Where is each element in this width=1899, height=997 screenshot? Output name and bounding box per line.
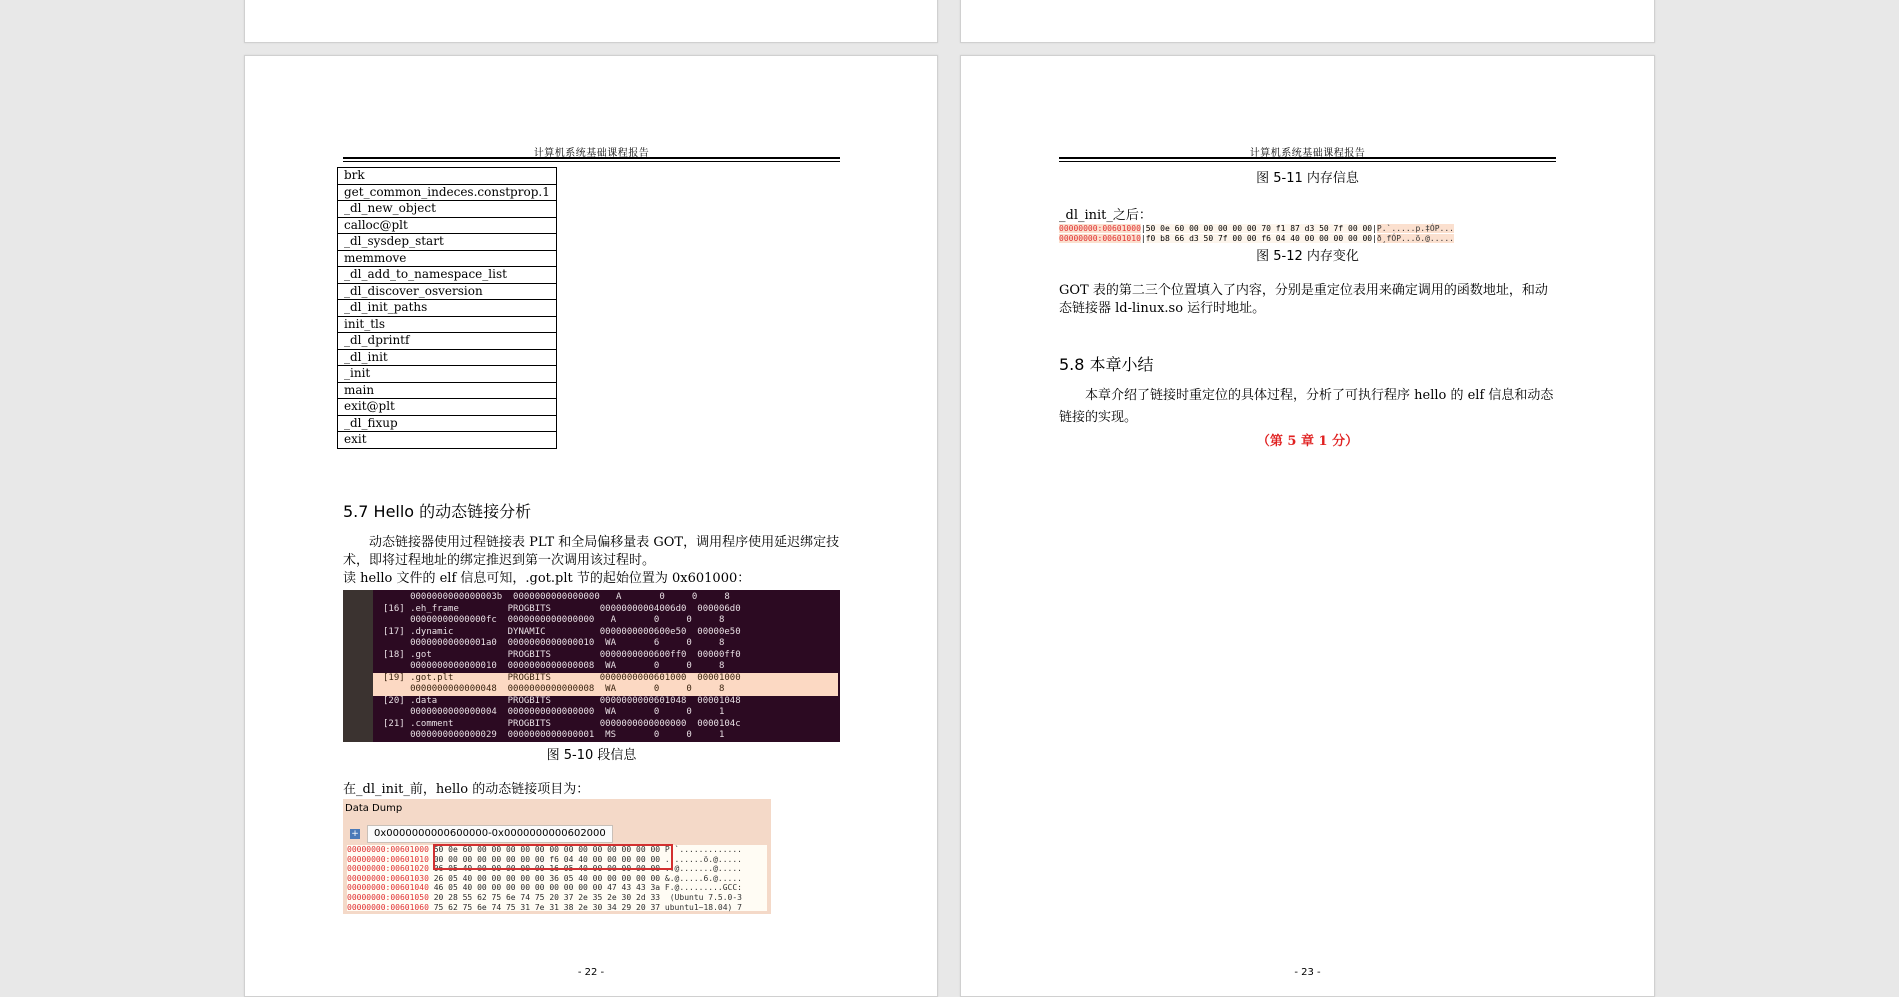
hex-bytes: 00 00 00 00 00 00 00 00 f6 04 40 00 00 00 00 00: [433, 854, 661, 864]
paragraph-plt-got: 动态链接器使用过程链接表 PLT 和全局偏移量表 GOT，调用程序使用延迟绑定技术，即将过程地址的绑定推迟到第一次调用该过程时。: [343, 535, 840, 568]
prev-page-right: [960, 0, 1655, 43]
memory-address: 00000000:00601010: [1059, 234, 1141, 243]
function-name: _dl_init: [338, 349, 557, 366]
memory-bytes: f0 b8 66 d3 50 7f 00 00 f6 04 40 00 00 00 00 00: [1145, 234, 1373, 243]
memory-address: 00000000:00601000: [1059, 224, 1141, 233]
function-name: calloc@plt: [338, 217, 557, 234]
function-name: init_tls: [338, 316, 557, 333]
paragraph-summary: 本章介绍了链接时重定位的具体过程，分析了可执行程序 hello 的 elf 信息和动态链接的实现。: [1059, 388, 1554, 425]
hex-bytes: 50 0e 60 00 00 00 00 00 00 00 00 00 00 00 00 00: [433, 845, 661, 854]
function-row: [338, 432, 557, 449]
function-row: [338, 333, 557, 350]
terminal-line: 0000000000000029 0000000000000001 MS 0 0 1: [383, 730, 725, 740]
page-22: [244, 55, 938, 997]
hex-ascii: F.@.........GCC:: [664, 883, 742, 893]
function-call-table: [337, 167, 557, 449]
function-row: [338, 316, 557, 333]
function-name: _dl_new_object: [338, 201, 557, 218]
terminal-line: 0000000000000003b 0000000000000000 A 0 0 8: [383, 592, 730, 602]
figure-caption-5-11: 图 5-11 内存信息: [1256, 171, 1359, 186]
function-name: main: [338, 382, 557, 399]
function-name: brk: [338, 168, 557, 185]
page-number: - 23 -: [1294, 967, 1321, 978]
function-row: [338, 283, 557, 300]
function-name: _dl_sysdep_start: [338, 234, 557, 251]
hex-row: [347, 883, 767, 893]
hex-bytes: 26 05 40 00 00 00 00 00 36 05 40 00 00 00 00 00: [433, 873, 661, 883]
function-row: [338, 415, 557, 432]
function-row: [338, 267, 557, 284]
function-row: [338, 300, 557, 317]
hex-address: 00000000:00601040: [347, 883, 429, 893]
memory-row: 00000000:00601000|50 0e 60 00 00 00 00 00 70 f1 87 d3 50 7f 00 00|P.`.....p.‡ÓP...: [1059, 224, 1454, 233]
after-dl-init-label: _dl_init_之后：: [1059, 208, 1152, 223]
page-23: [960, 55, 1655, 997]
function-name: _dl_init_paths: [338, 300, 557, 317]
memory-ascii: ð¸fÓP...ö.@.....: [1376, 234, 1454, 243]
hex-address: 00000000:00601060: [347, 902, 429, 912]
paragraph-before-dl-init: 在_dl_init_前，hello 的动态链接项目为：: [343, 782, 590, 797]
terminal-line: 0000000000000004 0000000000000000 WA 0 0 1: [383, 707, 725, 717]
hex-row: [347, 893, 767, 903]
terminal-line: [20] .data PROGBITS 0000000000601048 00001048: [383, 695, 741, 706]
function-row: [338, 201, 557, 218]
hex-ascii: P.`.............: [664, 845, 742, 854]
function-row: [338, 366, 557, 383]
section-title-5-7: 5.7 Hello 的动态链接分析: [343, 502, 532, 521]
hex-ascii: ubuntu1~18.04) 7: [664, 902, 742, 912]
function-row: [338, 399, 557, 416]
hex-row: [347, 903, 767, 913]
figure-caption-5-10: 图 5-10 段信息: [546, 748, 637, 763]
function-row: [338, 382, 557, 399]
terminal-line: 00000000000001a0 0000000000000010 WA 6 0 8: [383, 638, 725, 648]
hex-bytes: 75 62 75 6e 74 75 31 7e 31 38 2e 30 34 29 20 37: [433, 902, 661, 912]
function-row: [338, 217, 557, 234]
paragraph-got-content: GOT 表的第二三个位置填入了内容，分别是重定位表用来确定调用的函数地址，和动态链接器 ld-linux.so 运行时地址。: [1059, 283, 1548, 316]
terminal-line: 00000000000000fc 0000000000000000 A 0 0 8: [383, 615, 725, 625]
section-title-5-8: 5.8 本章小结: [1059, 355, 1154, 374]
header-rule: [343, 157, 840, 159]
function-name: exit: [338, 432, 557, 449]
terminal-line: [16] .eh_frame PROGBITS 00000000004006d0 000006d0: [383, 603, 741, 614]
memory-bytes: 50 0e 60 00 00 00 00 00 70 f1 87 d3 50 7f 00 00: [1145, 224, 1373, 233]
hex-bytes: 46 05 40 00 00 00 00 00 00 00 00 00 47 43 43 3a: [433, 883, 661, 893]
function-name: _dl_discover_osversion: [338, 283, 557, 300]
hex-bytes: 06 05 40 00 00 00 00 00 16 05 40 00 00 00 00 00: [433, 864, 661, 874]
highlight-box: [433, 844, 673, 870]
function-name: exit@plt: [338, 399, 557, 416]
paragraph-got-plt-start: 读 hello 文件的 elf 信息可知，.got.plt 节的起始位置为 0x601000：: [343, 571, 751, 586]
prev-page-left: [244, 0, 938, 43]
hex-ascii: ........ö.@.....: [664, 854, 742, 864]
terminal-line-highlighted: 0000000000000048 0000000000000008 WA 0 0 8: [373, 684, 838, 696]
terminal-line-highlighted: [19] .got.plt PROGBITS 0000000000601000 00001000: [373, 673, 838, 685]
header-rule-thin: [343, 161, 840, 162]
hex-address: 00000000:00601020: [347, 864, 429, 874]
hex-ascii: (Ubuntu 7.5.0-3: [664, 892, 742, 902]
page-header: 计算机系统基础课程报告: [1249, 148, 1366, 159]
figure-caption-5-12: 图 5-12 内存变化: [1256, 249, 1359, 264]
hex-row: [347, 874, 767, 884]
header-rule-thin: [1059, 161, 1556, 162]
readelf-terminal-screenshot: [343, 590, 840, 742]
memory-change-screenshot: [1059, 224, 1454, 244]
hex-address: 00000000:00601000: [347, 845, 429, 854]
terminal-line: [17] .dynamic DYNAMIC 0000000000600e50 00000e50: [383, 626, 741, 637]
function-row: [338, 184, 557, 201]
page-header: 计算机系统基础课程报告: [533, 148, 650, 159]
terminal-line: [21] .comment PROGBITS 0000000000000000 0000104c: [383, 718, 741, 729]
terminal-line: [18] .got PROGBITS 0000000000600ff0 00000ff0: [383, 649, 741, 660]
hex-ascii: ..@.......@.....: [664, 864, 742, 874]
memory-row: 00000000:00601010|f0 b8 66 d3 50 7f 00 00 f6 04 40 00 00 00 00 00|ð¸fÓP...ö.@.....: [1059, 234, 1454, 243]
function-row: [338, 349, 557, 366]
function-name: get_common_indeces.constprop.1: [338, 184, 557, 201]
hex-ascii: &.@.....6.@.....: [664, 873, 742, 883]
hex-address: 00000000:00601030: [347, 873, 429, 883]
function-name: _dl_fixup: [338, 415, 557, 432]
dump-range-tab[interactable]: 0x0000000000600000-0x0000000000602000: [367, 825, 613, 843]
hex-address: 00000000:00601010: [347, 854, 429, 864]
function-row: [338, 168, 557, 185]
expand-icon[interactable]: +: [351, 829, 359, 839]
hex-address: 00000000:00601050: [347, 892, 429, 902]
hex-bytes: 20 28 55 62 75 6e 74 75 20 37 2e 35 2e 30 2d 33: [433, 892, 661, 902]
data-dump-screenshot: [343, 799, 771, 914]
header-rule: [1059, 157, 1556, 159]
page-number: - 22 -: [577, 967, 605, 978]
function-name: _dl_add_to_namespace_list: [338, 267, 557, 284]
function-row: [338, 234, 557, 251]
terminal-gutter: [343, 590, 373, 742]
terminal-line: 0000000000000010 0000000000000008 WA 0 0 8: [383, 661, 725, 671]
function-row: [338, 250, 557, 267]
function-name: memmove: [338, 250, 557, 267]
function-name: _init: [338, 366, 557, 383]
data-dump-title: Data Dump: [345, 803, 403, 814]
memory-ascii: P.`.....p.‡ÓP...: [1376, 224, 1454, 233]
function-name: _dl_dprintf: [338, 333, 557, 350]
chapter-score: （第 5 章 1 分）: [1256, 434, 1359, 449]
